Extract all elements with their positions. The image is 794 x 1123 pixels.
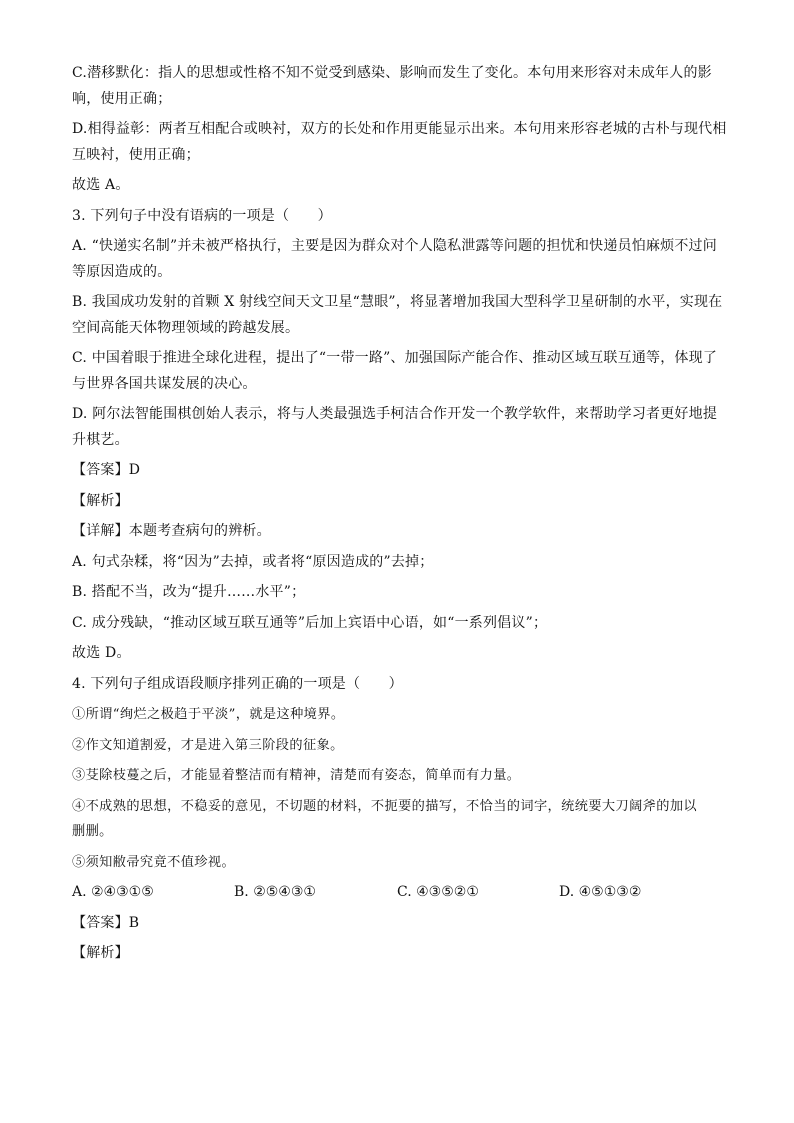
sentence-1: ①所谓“绚烂之极趋于平淡”，就是这种境界。 [72, 707, 345, 722]
analysis-3-label: 【解析】 [72, 492, 129, 509]
question-3-title: 3. 下列句子中没有语病的一项是（ ） [72, 207, 332, 224]
option-a-cont: 等原因造成的。 [72, 263, 172, 280]
option-c: C. 中国着眼于推进全球化进程，提出了“一带一路”、加强国际产能合作、推动区域互联互通等，体现了 [72, 350, 718, 366]
detail-a: A. 句式杂糅，将“因为”去掉，或者将“原因造成的”去掉； [72, 553, 434, 570]
question-4-options [72, 883, 722, 902]
text-line: 故选 A。 [72, 177, 130, 193]
text-line: D.相得益彰：两者互相配合或映衬，双方的长处和作用更能显示出来。本句用来形容老城的古朴与现代相 [72, 121, 727, 137]
answer-4: 【答案】B [72, 914, 140, 931]
option-d: D. ④⑤①③② [559, 884, 642, 900]
option-c-cont: 与世界各国共谋发展的决心。 [72, 375, 257, 392]
text-line: C.潜移默化：指人的思想或性格不知不觉受到感染、影响而发生了变化。本句用来形容对未成年人的影 [72, 65, 712, 81]
sentence-4-cont: 删删。 [72, 824, 113, 839]
sentence-2: ②作文知道割爱，才是进入第三阶段的征象。 [72, 737, 344, 753]
sentence-5: ⑤须知敝帚究竟不值珍视。 [72, 854, 236, 870]
question-4-title: 4. 下列句子组成语段顺序排列正确的一项是（ ） [72, 675, 403, 692]
choose-3: 故选 D。 [72, 645, 131, 661]
text-line: 互映衬，使用正确； [72, 146, 200, 163]
sentence-4: ④不成熟的思想，不稳妥的意见，不切题的材料，不扼要的描写，不恰当的词字，统统要大刀阔斧的加以 [72, 798, 698, 814]
detail-c: C. 成分残缺，“推动区域互联互通等”后加上宾语中心语，如“一系列倡议”； [72, 614, 548, 631]
option-b: B. 我国成功发射的首颗 X 射线空间天文卫星“慧眼”，将显著增加我国大型科学卫星研制的水平，实现在 [72, 294, 723, 310]
option-b-cont: 空间高能天体物理领域的跨越发展。 [72, 319, 300, 336]
option-a: A. ②④③①⑤ [72, 884, 154, 900]
option-c: C. ④③⑤②① [397, 884, 479, 900]
detail-b: B. 搭配不当，改为“提升……水平”； [72, 584, 306, 600]
option-d-cont: 升棋艺。 [72, 431, 129, 448]
text-line: 响，使用正确； [72, 90, 172, 107]
option-b: B. ②⑤④③① [234, 884, 316, 900]
analysis-4-label: 【解析】 [72, 945, 129, 961]
detail-3: 【详解】本题考查病句的辨析。 [72, 523, 271, 539]
option-a: A. “快递实名制”并未被严格执行，主要是因为群众对个人隐私泄露等问题的担忧和快递员怕麻烦不过问 [72, 238, 717, 254]
option-d: D. 阿尔法智能围棋创始人表示，将与人类最强选手柯洁合作开发一个教学软件，来帮助学习者更好地提 [72, 406, 718, 422]
answer-3: 【答案】D [72, 462, 141, 478]
document-page [72, 64, 727, 975]
sentence-3: ③芟除枝蔓之后，才能显着整洁而有精神，清楚而有姿态，简单而有力量。 [72, 768, 521, 783]
